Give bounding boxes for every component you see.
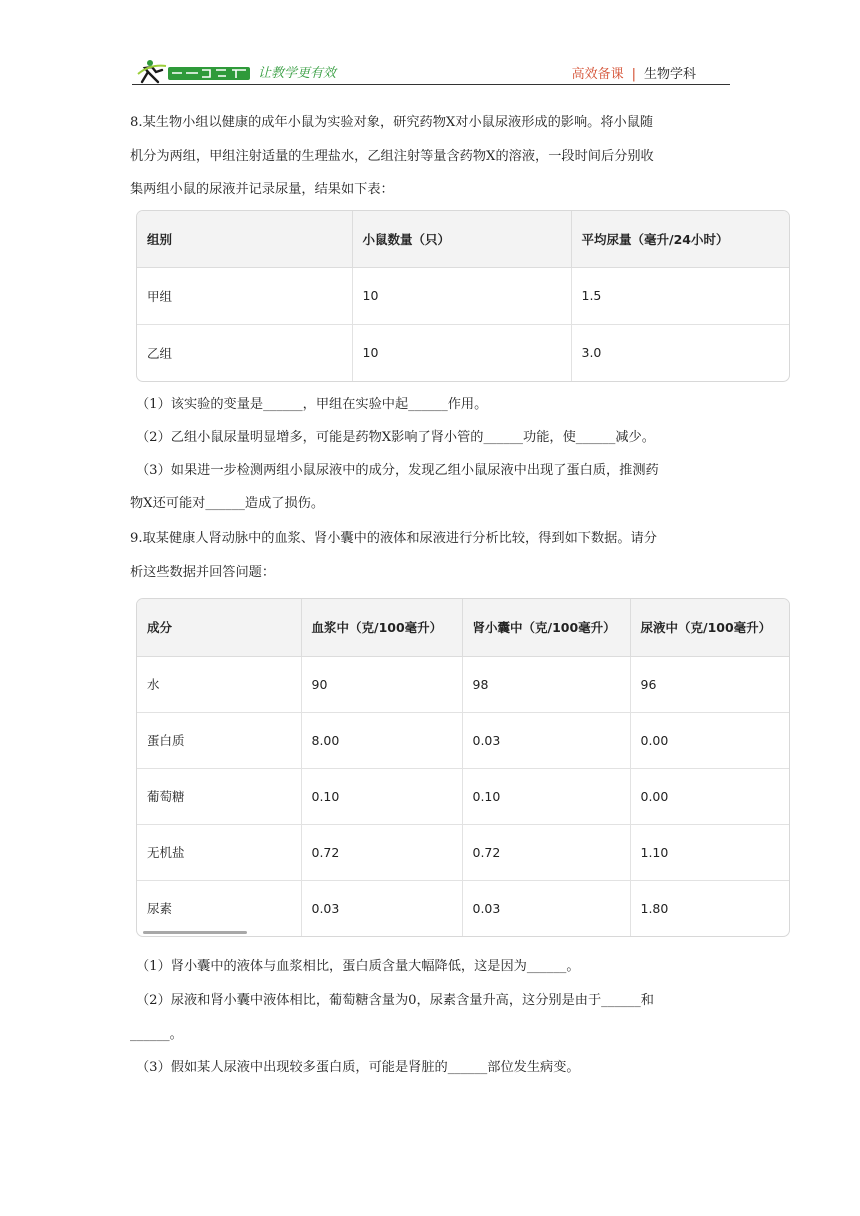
header-divider: |	[631, 67, 636, 82]
q9-header-plasma: 血浆中（克/100毫升）	[301, 599, 462, 656]
table-cell: 0.72	[301, 824, 462, 880]
q8-sub3-line1: （3）如果进一步检测两组小鼠尿液中的成分，发现乙组小鼠尿液中出现了蛋白质，推测药	[136, 463, 659, 478]
table-row	[137, 880, 789, 936]
q9-data-table	[136, 598, 790, 937]
q9-sub3: （3）假如某人尿液中出现较多蛋白质，可能是肾脏的______部位发生病变。	[136, 1060, 580, 1075]
q9-stem-line1: 9.取某健康人肾动脉中的血浆、肾小囊中的液体和尿液进行分析比较，得到如下数据。请分	[130, 531, 657, 546]
q9-header-capsule: 肾小囊中（克/100毫升）	[462, 599, 630, 656]
table-cell: 葡萄糖	[137, 768, 301, 824]
page-header	[132, 58, 730, 85]
header-tag: 高效备课	[571, 67, 624, 82]
q8-header-count: 小鼠数量（只）	[352, 211, 571, 267]
runner-logo-icon	[136, 58, 254, 84]
q8-header-urine: 平均尿量（毫升/24小时）	[571, 211, 789, 267]
q8-header-group: 组别	[137, 211, 352, 267]
q8-sub1: （1）该实验的变量是______，甲组在实验中起______作用。	[136, 397, 488, 412]
table-cell: 0.10	[301, 768, 462, 824]
table-cell: 0.03	[462, 712, 630, 768]
table-cell: 8.00	[301, 712, 462, 768]
table-cell: 0.72	[462, 824, 630, 880]
table-row	[137, 656, 789, 712]
header-right	[572, 63, 696, 82]
q9-sub1: （1）肾小囊中的液体与血浆相比，蛋白质含量大幅降低，这是因为______。	[136, 959, 580, 974]
header-subject: 生物学科	[643, 67, 696, 82]
q9-sub2-line1: （2）尿液和肾小囊中液体相比，葡萄糖含量为0，尿素含量升高，这分别是由于______和	[136, 993, 654, 1008]
q8-sub2: （2）乙组小鼠尿量明显增多，可能是药物X影响了肾小管的______功能，使______减少。	[136, 430, 655, 445]
q8-stem-line2: 机分为两组，甲组注射适量的生理盐水，乙组注射等量含药物X的溶液，一段时间后分别收	[130, 149, 654, 164]
q8-results-table	[136, 210, 790, 382]
table-cell: 无机盐	[137, 824, 301, 880]
q9-header-component: 成分	[137, 599, 301, 656]
table-row	[137, 267, 789, 324]
table-cell: 3.0	[581, 345, 602, 361]
table-cell: 蛋白质	[137, 712, 301, 768]
table-cell: 0.00	[630, 768, 789, 824]
table-cell: 1.10	[630, 824, 789, 880]
slogan-text: 让教学更有效	[258, 66, 337, 81]
table-row	[137, 824, 789, 880]
table-cell: 10	[352, 267, 571, 324]
q9-header-urine: 尿液中（克/100毫升）	[630, 599, 789, 656]
table-row	[137, 768, 789, 824]
table-horizontal-scrollbar[interactable]	[143, 931, 247, 934]
table-cell: 0.03	[462, 880, 630, 936]
table-cell: 1.80	[640, 900, 669, 916]
table-cell: 甲组	[137, 267, 352, 324]
table-cell: 98	[462, 656, 630, 712]
table-row	[137, 712, 789, 768]
q8-stem-line3: 集两组小鼠的尿液并记录尿量，结果如下表：	[130, 182, 394, 197]
table-cell: 乙组	[137, 324, 352, 381]
table-cell: 水	[137, 656, 301, 712]
table-cell: 0.00	[630, 712, 789, 768]
table-cell: 0.03	[301, 880, 462, 936]
table-cell: 90	[301, 656, 462, 712]
table-cell: 尿素	[137, 880, 301, 936]
table-cell: 1.5	[571, 267, 789, 324]
q8-sub3-line2: 物X还可能对______造成了损伤。	[130, 496, 325, 511]
table-cell: 0.10	[462, 768, 630, 824]
q9-sub2-line2: ______。	[130, 1027, 183, 1042]
table-cell: 96	[630, 656, 789, 712]
q9-stem-line2: 析这些数据并回答问题：	[130, 565, 276, 580]
table-row	[137, 324, 789, 381]
table-cell: 10	[352, 324, 571, 381]
q8-stem-line1: 8.某生物小组以健康的成年小鼠为实验对象，研究药物X对小鼠尿液形成的影响。将小鼠随	[130, 115, 654, 130]
